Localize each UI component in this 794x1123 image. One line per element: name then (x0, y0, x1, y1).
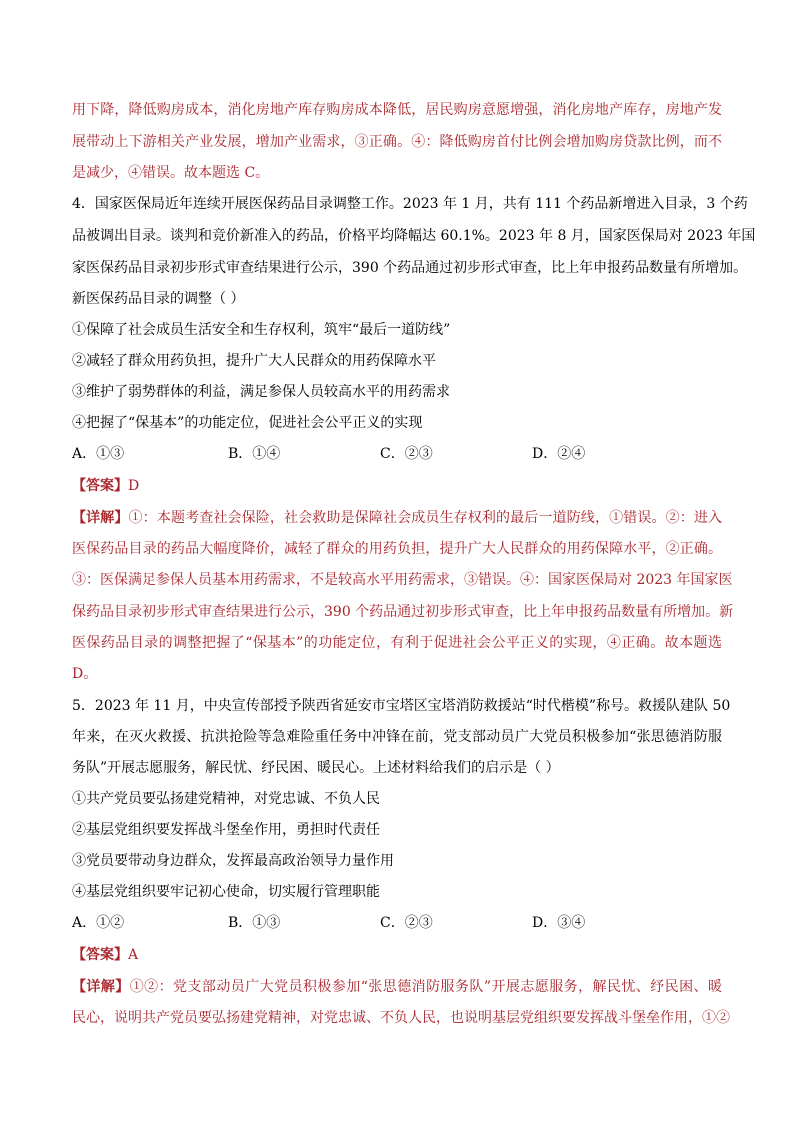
q5-stem-line: 5．2023 年 11 月，中央宣传部授予陕西省延安市宝塔区宝塔消防救援站“时代楷模”称号。救援队建队 50 (72, 698, 731, 714)
q5-option-b: B．①③ (228, 915, 281, 931)
detail-label: 【详解】 (72, 979, 130, 995)
q4-detail-line: 医保药品目录的药品大幅度降价，减轻了群众的用药负担，提升广大人民群众的用药保障水平，②正确。 (72, 541, 722, 557)
q5-answer (72, 945, 138, 965)
q4-detail-line: D。 (72, 666, 98, 682)
q5-detail-line (72, 977, 722, 997)
q5-item: ①共产党员要弘扬建党精神，对党忠诚、不负人民 (72, 791, 380, 807)
q4-detail-line: 医保药品目录的调整把握了“保基本”的功能定位，有利于促进社会公平正义的实现，④正确。故本题选 (72, 635, 722, 651)
q4-detail-line (72, 508, 722, 528)
answer-label: 【答案】 (72, 478, 128, 494)
q4-option-b: B．①④ (228, 446, 281, 462)
answer-value: D (128, 478, 140, 494)
q4-item: ①保障了社会成员生活安全和生存权利，筑牢“最后一道防线” (72, 322, 451, 338)
q4-option-c: C．②③ (380, 446, 433, 462)
q4-option-a: A．①③ (72, 446, 125, 462)
q4-item: ②减轻了群众用药负担，提升广大人民群众的用药保障水平 (72, 353, 436, 369)
q5-item: ②基层党组织要发挥战斗堡垒作用，勇担时代责任 (72, 822, 380, 838)
q5-option-a: A．①② (72, 915, 125, 931)
q4-item: ③维护了弱势群体的利益，满足参保人员较高水平的用药需求 (72, 384, 450, 400)
q4-stem-line: 新医保药品目录的调整（ ） (72, 291, 245, 307)
q4-detail-line: ③：医保满足参保人员基本用药需求，不是较高水平用药需求，③错误。④：国家医保局对 2023 年国家医 (72, 572, 733, 588)
q4-stem-line: 家医保药品目录初步形式审查结果进行公示，390 个药品通过初步形式审查，比上年申报药品数量有所增加。 (72, 260, 748, 276)
q4-item: ④把握了“保基本”的功能定位，促进社会公平正义的实现 (72, 415, 423, 431)
q5-option-c: C．②③ (380, 915, 433, 931)
answer-label: 【答案】 (72, 947, 128, 963)
q5-stem-line: 年来，在灭火救援、抗洪抢险等急难险重任务中冲锋在前，党支部动员广大党员积极参加“张思德消防服 (72, 729, 722, 745)
explanation-line: 展带动上下游相关产业发展，增加产业需求，③正确。④：降低购房首付比例会增加购房贷款比例，而不 (72, 134, 722, 150)
q4-detail-line: 保药品目录初步形式审查结果进行公示，390 个药品通过初步形式审查，比上年申报药品数量有所增加。新 (72, 604, 734, 620)
q5-item: ④基层党组织要牢记初心使命，切实履行管理职能 (72, 884, 380, 900)
q5-option-d: D．③④ (532, 915, 586, 931)
explanation-line: 是减少，④错误。故本题选 C。 (72, 165, 270, 181)
answer-value: A (128, 947, 139, 963)
q5-item: ③党员要带动身边群众，发挥最高政治领导力量作用 (72, 853, 394, 869)
detail-text: ①②：党支部动员广大党员积极参加“张思德消防服务队”开展志愿服务，解民忧、纾民困、暖 (129, 979, 722, 995)
detail-label: 【详解】 (72, 510, 129, 526)
q4-stem-line: 4．国家医保局近年连续开展医保药品目录调整工作。2023 年 1 月，共有 111 个药品新增进入目录，3 个药 (72, 196, 748, 212)
q5-detail-line: 民心，说明共产党员要弘扬建党精神，对党忠诚、不负人民，也说明基层党组织要发挥战斗堡垒作用，①② (72, 1010, 730, 1026)
q4-stem-line: 品被调出目录。谈判和竞价新准入的药品，价格平均降幅达 60.1%。2023 年 8 月，国家医保局对 2023 年国 (72, 228, 756, 244)
explanation-line: 用下降，降低购房成本，消化房地产库存购房成本降低，居民购房意愿增强，消化房地产库存，房地产发 (72, 102, 722, 118)
detail-text: ①：本题考查社会保险，社会救助是保障社会成员生存权利的最后一道防线，①错误。②：进入 (128, 510, 723, 526)
q5-stem-line: 务队”开展志愿服务，解民忧、纾民困、暖民心。上述材料给我们的启示是（ ） (72, 760, 560, 776)
q4-answer (72, 476, 139, 496)
q4-option-d: D．②④ (532, 446, 586, 462)
